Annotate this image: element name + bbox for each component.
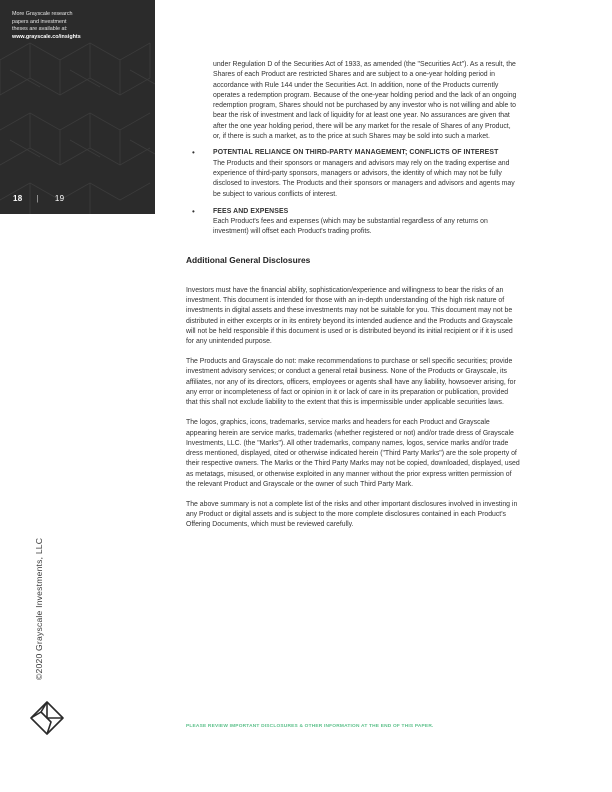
insights-note: [12, 11, 147, 41]
section-body: [186, 286, 520, 531]
bullet-heading: FEES AND EXPENSES: [213, 207, 289, 215]
page-number: [13, 194, 64, 203]
page-separator: |: [36, 194, 39, 203]
bullet-text: Each Product's fees and expenses (which may be substantial regardless of any returns on investment) will offset each Product's trading profits.: [213, 218, 488, 236]
bullet-heading: POTENTIAL RELIANCE ON THIRD-PARTY MANAGEMENT; CONFLICTS OF INTEREST: [213, 149, 499, 157]
section-paragraph: The Products and Grayscale do not: make recommendations to purchase or sell specific securities; provide investment advisory services; or conduct a general retail business. None of the Products or Grayscale, its affiliates, nor any of its directors, officers, employees or agents shall have any liability, howsoever arising, for any error or incompleteness of fact or opinion in it or lack of care in its preparation or publication, provided that this shall not exclude liability to the extent that this is impermissible under applicable securities laws.: [186, 358, 516, 407]
bullet-text: The Products and their sponsors or managers and advisors may rely on the trading expertise and experience of third-party sponsors, managers or advisors, the identity of which may not be fully disclosed to investors. The Products and their sponsors or managers and advisors and agents may be subject to various conflicts of interest.: [213, 159, 515, 198]
continued-paragraph: under Regulation D of the Securities Act of 1933, as amended (the "Securities Act"). As a result, the Shares of each Product are restricted Shares and are subject to a one-year holding period in accordance with Rule 144 under the Securities Act. In addition, none of the Products currently operates a redemption program. Because of the one-year holding period and the lack of an ongoing redemption program, Shares should not be purchased by any investor who is not willing and able to bear the risk of investment and lack of liquidity for at least one year. No assurances are given that after the one year holding period, there will be any market for the resale of Shares of any Product, or, if there is such a market, as to the price at such Shares may be sold into such a market.: [213, 61, 517, 141]
footer-disclosure-note: PLEASE REVIEW IMPORTANT DISCLOSURES & OTHER INFORMATION AT THE END OF THIS PAPER.: [186, 724, 434, 729]
bullet-item: [186, 207, 520, 238]
bullet-dot-icon: •: [192, 148, 195, 158]
main-content: [186, 60, 520, 540]
insights-note-line: More Grayscale research: [12, 11, 73, 17]
bullet-item: [186, 148, 520, 199]
insights-note-line: theses are available at:: [12, 26, 68, 33]
sidebar-header-block: [0, 0, 155, 214]
section-paragraph: The above summary is not a complete list of the risks and other important disclosures involved in investing in any Product or digital assets and is subject to the more complete disclosures contained in each Product's Offering Documents, which must be reviewed carefully.: [186, 500, 518, 529]
section-title: Additional General Disclosures: [186, 254, 311, 265]
insights-note-line: papers and investment: [12, 18, 67, 25]
continued-paragraph-block: [186, 60, 520, 142]
page-total: 19: [54, 194, 65, 203]
insights-url-link[interactable]: www.grayscale.co/insights: [12, 33, 81, 40]
copyright-text: ©2020 Grayscale Investments, LLC: [34, 537, 44, 680]
section-paragraph: Investors must have the financial ability, sophistication/experience and willingness to bear the risks of an investment. This document is intended for those with an in-depth understanding of the high risk nature of investments in digital assets and these investments may not be suitable for you. This document may not be distributed in either excerpts or in its entirety beyond its intended audience and the Products and Grayscale will not be held responsible if this document is used or is distributed beyond its initial recipient or if it is used for any unintended purpose.: [186, 286, 513, 346]
page-current: 18: [13, 194, 23, 203]
section-paragraph: The logos, graphics, icons, trademarks, service marks and headers for each Product and Grayscale appearing herein are service marks, trademarks (whether registered or not) and/or trade dress of Grayscale Investments, LLC. (the "Marks"). All other trademarks, company names, logos, service marks and/or trade dress mentioned, displayed, cited or otherwise indicated herein ("Third Party Marks") are the sole property of their respective owners. The Marks or the Third Party Marks may not be copied, downloaded, displayed, used as metatags, misused, or otherwise exploited in any manner without the prior express written permission of the relevant Product and Grayscale or the owner of such Third Party Mark.: [186, 419, 520, 488]
bullet-dot-icon: •: [192, 206, 195, 216]
grayscale-logo-icon: [29, 700, 65, 736]
